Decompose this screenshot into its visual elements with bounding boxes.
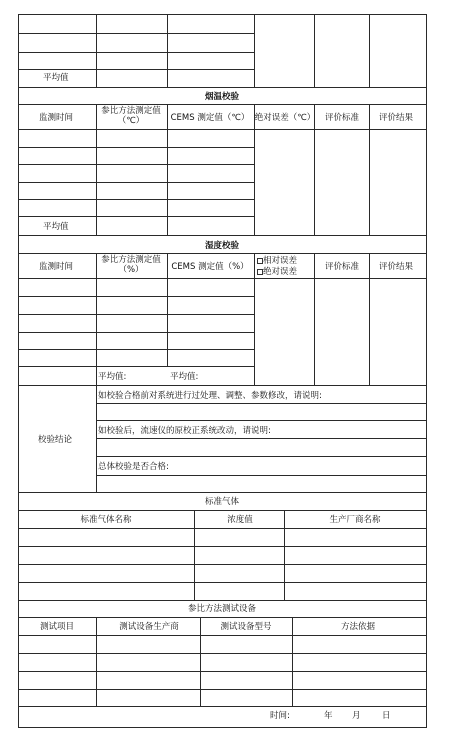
humidity-header-result: 评价结果 <box>378 262 414 272</box>
grid-line-h <box>18 216 255 217</box>
grid-line-h <box>18 296 255 297</box>
grid-line-h <box>18 385 427 386</box>
grid-line-v <box>284 510 285 601</box>
grid-line-h <box>18 182 255 183</box>
grid-line-h <box>18 278 427 279</box>
humidity-title: 湿度校验 <box>204 241 240 251</box>
grid-line-h <box>18 492 427 493</box>
grid-line-h <box>96 456 427 457</box>
grid-line-v <box>254 14 255 88</box>
smoke-temp-header-abs-error: 绝对误差（℃） <box>254 113 316 123</box>
grid-line-v <box>314 104 315 236</box>
conclusion-question-calibration-change: 如校验后，流速仪的原校正系统改动，请说明: <box>98 426 271 436</box>
grid-line-v <box>314 253 315 386</box>
grid-line-h <box>18 52 255 53</box>
grid-line-h <box>18 129 427 130</box>
grid-line-h <box>18 727 427 728</box>
humidity-header-standard: 评价标准 <box>324 262 360 272</box>
humidity-header-cems: CEMS 测定值（%） <box>171 262 249 272</box>
grid-line-h <box>18 671 427 672</box>
smoke-temp-header-ref: 参比方法测定值（℃） <box>101 106 161 126</box>
grid-line-h <box>18 600 427 601</box>
grid-line-v <box>200 617 201 707</box>
grid-line-h <box>96 475 427 476</box>
grid-line-v <box>96 385 97 493</box>
footer-day: 日 <box>382 711 391 721</box>
humidity-average-cems: 平均值: <box>170 372 199 382</box>
grid-line-h <box>18 314 255 315</box>
grid-line-h <box>18 253 427 254</box>
grid-line-v <box>292 617 293 707</box>
grid-line-v <box>369 14 370 88</box>
grid-line-h <box>18 14 427 15</box>
grid-line-h <box>18 582 427 583</box>
grid-line-v <box>167 14 168 88</box>
smoke-temp-header-result: 评价结果 <box>378 113 414 123</box>
grid-line-h <box>96 438 427 439</box>
standard-gas-header-manufacturer: 生产厂商名称 <box>329 515 381 525</box>
grid-line-h <box>18 546 427 547</box>
grid-line-h <box>18 564 427 565</box>
humidity-header-ref: 参比方法测定值（%） <box>101 255 161 275</box>
grid-line-h <box>18 366 255 367</box>
grid-line-v <box>167 104 168 236</box>
grid-line-v <box>96 253 97 386</box>
footer-month: 月 <box>352 711 361 721</box>
grid-line-h <box>18 635 427 636</box>
grid-line-h <box>18 653 427 654</box>
grid-line-h <box>18 332 255 333</box>
grid-line-h <box>18 104 427 105</box>
equipment-header-item: 测试项目 <box>39 622 75 632</box>
grid-line-h <box>96 420 427 421</box>
grid-line-h <box>18 87 427 88</box>
conclusion-label: 校验结论 <box>38 435 73 445</box>
grid-line-h <box>96 403 427 404</box>
grid-line-h <box>18 689 427 690</box>
grid-line-v <box>194 510 195 601</box>
equipment-header-method: 方法依据 <box>340 622 376 632</box>
grid-line-h <box>18 706 427 707</box>
humidity-average-ref: 平均值: <box>98 372 127 382</box>
relative-error-label: 相对误差 <box>263 256 298 266</box>
smoke-temp-header-time: 监测时间 <box>38 113 74 123</box>
grid-line-v <box>254 253 255 386</box>
grid-line-v <box>96 104 97 236</box>
grid-line-h <box>18 164 255 165</box>
grid-line-h <box>18 510 427 511</box>
grid-line-h <box>18 199 255 200</box>
smoke-temp-header-standard: 评价标准 <box>324 113 360 123</box>
grid-line-v <box>369 104 370 236</box>
standard-gas-header-concentration: 浓度值 <box>227 515 253 525</box>
grid-line-v <box>254 104 255 236</box>
absolute-error-label: 绝对误差 <box>263 267 298 277</box>
grid-line-v <box>314 14 315 88</box>
grid-line-v <box>18 14 19 728</box>
grid-line-v <box>369 253 370 386</box>
conclusion-question-adjustment: 如校验合格前对系统进行过处理、调整、参数修改，请说明: <box>98 391 322 401</box>
humidity-header-time: 监测时间 <box>38 262 74 272</box>
smoke-temp-average-label: 平均值 <box>43 222 69 232</box>
grid-line-v <box>96 617 97 707</box>
equipment-header-manufacturer: 测试设备生产商 <box>119 622 179 632</box>
grid-line-h <box>18 617 427 618</box>
smoke-temp-title: 烟温校验 <box>204 92 240 102</box>
grid-line-v <box>96 14 97 88</box>
grid-line-h <box>18 235 427 236</box>
standard-gas-title: 标准气体 <box>204 497 240 507</box>
equipment-header-model: 测试设备型号 <box>220 622 272 632</box>
conclusion-question-pass: 总体校验是否合格: <box>98 462 169 472</box>
grid-line-h <box>18 528 427 529</box>
top-average-label: 平均值 <box>43 73 69 83</box>
equipment-title: 参比方法测试设备 <box>187 604 257 614</box>
grid-line-v <box>426 14 427 728</box>
footer-year: 年 <box>324 711 333 721</box>
grid-line-v <box>167 253 168 367</box>
footer-time-label: 时间: <box>270 711 290 721</box>
grid-line-h <box>18 33 255 34</box>
grid-line-h <box>18 69 255 70</box>
smoke-temp-header-cems: CEMS 测定值（℃） <box>170 113 250 123</box>
standard-gas-header-name: 标准气体名称 <box>80 515 132 525</box>
grid-line-h <box>18 349 255 350</box>
grid-line-h <box>18 147 255 148</box>
